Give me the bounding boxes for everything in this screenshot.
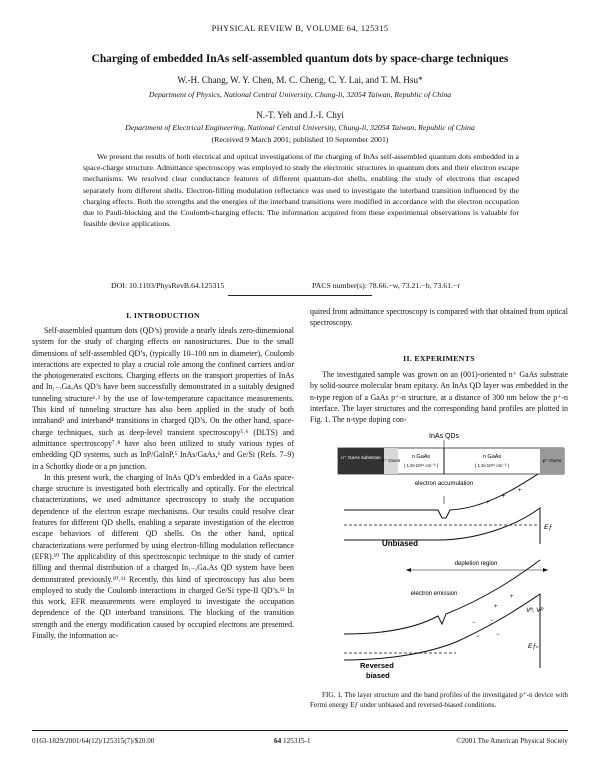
footer-issn: 0163-1829/2001/64(12)/125315(7)/$20.00 bbox=[32, 737, 155, 745]
fig-label-ef: Eƒ bbox=[544, 524, 552, 531]
affiliation-2: Department of Electrical Engineering, National Central University, Chung-li, 32054 Taiwan, Republic of China bbox=[125, 123, 475, 132]
right-top-text bbox=[310, 306, 568, 329]
fig-label-electron-emission: electron emission bbox=[410, 591, 458, 597]
intro-text bbox=[32, 325, 294, 641]
figure-band-diagram bbox=[326, 428, 568, 684]
footer-page-number: 125315-1 bbox=[282, 737, 311, 745]
fig-valence-band-reversed bbox=[344, 594, 540, 668]
intro-paragraph-2: In this present work, the charging of InAs QD’s embedded in a GaAs space-charge structure is investigated both electrically and optically. For the electrical characterizations, we used admittance spectroscopy to study the occupation dependence of the electron escape mechanisms. Our results could resolve clear features for different QD shells, enabling a separate investigation of the electron escape behaviors of different QD shells. On the other hand, optical characterizations were performed by using electron-filling modulation reflectance (EFR).¹⁰ The applicability of this spectroscopic technique to the study of carrier filling and thermal distribution of a charged In₁₋ₓGaₓAs QD system have been demonstrated previously.¹⁰˒¹¹ Recently, this kind of spectroscopy has also been employed to study the Coulomb interactions in charged Ge/Si type-II QD’s.¹² In this work, EFR measurements were employed to investigate the occupation dependence of the QD interband transitions. The blocking of the transition strength and the energy modification caused by occupied electrons are presented. Finally, the information ac- bbox=[32, 472, 294, 641]
fig-label-n2-doping: ( 1.5×10¹⁶ cm⁻³ ) bbox=[474, 463, 510, 468]
fig-minus-1: − bbox=[472, 620, 476, 626]
footer-page bbox=[274, 737, 311, 745]
footer-divider bbox=[32, 730, 568, 731]
fig-label-n1-doping: ( 1.5×10¹⁶ cm⁻³ ) bbox=[403, 463, 439, 468]
experiments-text bbox=[310, 369, 568, 425]
fig-plus-2: + bbox=[502, 494, 506, 500]
fig-label-pplus: p⁺ GaAs bbox=[542, 459, 562, 464]
header-divider bbox=[228, 295, 372, 296]
fig-label-unbiased: Unbiased bbox=[382, 539, 419, 548]
doi: DOI: 10.1103/PhysRevB.64.125315 bbox=[111, 281, 225, 290]
intro-paragraph-1: Self-assembled quantum dots (QD’s) provide a nearly ideals zero-dimensional system for the study of charging effects on nanostructures. Due to the small dimensions of self-assembled QD’s, (typically 10–100 nm in diameter), Coulomb interactions are expected to play a crucial role among the confined carriers and/or the photogenerated excitons. Charging effects on the transport properties of InAs and In₁₋ₓGaₓAs QD’s have been successfully demonstrated in a suitably designed tunneling structure¹˒² by the use of low-temperature capacitance measurements. This kind of tunneling structure has also been applied in the study of both intraband³ and interband⁴ transitions in charged QD’s. On the other hand, space-charge techniques, such as deep-level transient spectroscopy⁵˒⁶ (DLTS) and admittance spectroscopy⁷˒⁸ have also been utilized to study various types of embedding QD systems, such as InP/GaInP,⁵ InAs/GaAs,⁶ and Ge/Si (Refs. 7–9) in a Schottky diode or a pn junction. bbox=[32, 326, 294, 471]
pacs-numbers: PACS number(s): 78.66.−w, 73.21.−b, 73.61.−r bbox=[312, 281, 460, 290]
intro-heading: I. INTRODUCTION bbox=[126, 311, 200, 320]
experiments-paragraph: The investigated sample was grown on an (001)-oriented n⁺ GaAs substrate by solid-source molecular beam epitaxy. An InAs QD layer was embedded in the n-type region of a GaAs p⁺-n structure, at a distance of 300 nm below the p⁺-n interface. The layer structures and the corresponding band profiles are plotted in Fig. 1. The n-type doping con- bbox=[310, 370, 568, 425]
abstract: We present the results of both electrical and optical investigations of the charging of InAs self-assembled quantum dots embedded in a space-charge structure. Admittance spectroscopy was employed to study the electronic structures in quantum dots and their electron escape mechanisms. We resolved clear conductance features of different quantum-dot shells, enabling the study of electrons that escaped separately from different shells. Electron-filling modulation reflectance was used to investigate the interband transition influenced by the charging effects. Both the strengths and the energies of the interband transitions were modified in accordance with the electron occupation due to Pauli-blocking and the Coulomb-charging effects. The information acquired from these experimental observations is valuable for feasible device applications. bbox=[83, 152, 519, 229]
fig-label-electron-accumulation: electron accumulation bbox=[414, 481, 474, 487]
figure-caption: FIG. 1. The layer structure and the band profiles of the investigated p⁺-n device with Fermi energy Eƒ under unbiased and reversed-biased conditions. bbox=[310, 691, 568, 710]
fig-label-biased: biased bbox=[366, 671, 390, 680]
fig-label-depletion-region: depletion region bbox=[454, 561, 498, 567]
fig-minus-4: − bbox=[496, 632, 500, 638]
paper-title: Charging of embedded InAs self-assembled quantum dots by space-charge techniques bbox=[91, 53, 509, 65]
fig-label-inas-qds: InAs QDs bbox=[429, 433, 459, 440]
footer-copyright: ©2001 The American Physical Society bbox=[456, 737, 568, 745]
author-list-1: W.-H. Chang, W. Y. Chen, M. C. Cheng, C. Y. Lai, and T. M. Hsu* bbox=[177, 75, 423, 85]
fig-label-reversed: Reversed bbox=[360, 661, 394, 670]
fig-layer-substrate bbox=[338, 448, 384, 474]
fig-depletion-arrowhead-right bbox=[543, 568, 548, 572]
fig-label-nplus: n⁺ GaAs bbox=[381, 459, 401, 464]
fig-valence-band-unbiased bbox=[344, 508, 540, 544]
fig-minus-3: − bbox=[476, 634, 480, 640]
fig-plus-4: + bbox=[494, 604, 498, 610]
fig-label-efn: Eƒₙ bbox=[528, 643, 539, 650]
fig-minus-2: − bbox=[490, 618, 494, 624]
fig-depletion-arrowhead-left bbox=[406, 568, 411, 572]
fig-label-n1: n GaAs bbox=[411, 454, 431, 460]
fig-plus-3: + bbox=[518, 488, 522, 494]
intro-continuation: quired from admittance spectroscopy is compared with that obtained from optical spectroscopy. bbox=[310, 307, 568, 328]
footer-volume: 64 bbox=[274, 737, 282, 745]
author-list-2: N.-T. Yeh and J.-I. Chyi bbox=[256, 110, 344, 120]
fig-plus-5: + bbox=[510, 594, 514, 600]
affiliation-1: Department of Physics, National Central University, Chung-li, 32054 Taiwan, Republic of China bbox=[148, 90, 452, 99]
received-dates: (Received 9 March 2001; published 10 September 2001) bbox=[211, 135, 389, 144]
experiments-heading: II. EXPERIMENTS bbox=[403, 354, 475, 363]
fig-label-vb: Vᵇ, Vᴿ bbox=[526, 607, 544, 614]
journal-header: PHYSICAL REVIEW B, VOLUME 64, 125315 bbox=[211, 24, 389, 33]
fig-label-n2: n GaAs bbox=[482, 454, 502, 460]
fig-plus-1: + bbox=[486, 500, 490, 506]
fig-label-substrate: n⁺ GaAs substrate bbox=[341, 456, 381, 461]
